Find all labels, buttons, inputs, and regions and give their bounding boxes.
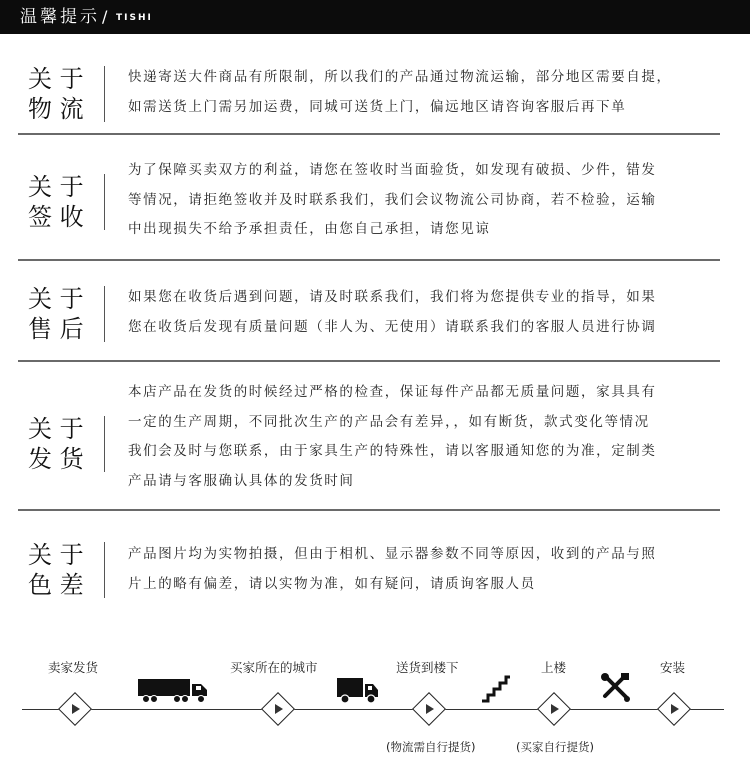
section-title-line1: 关 于 [28,173,84,201]
section-title-line1: 关 于 [28,415,84,443]
delivery-truck-icon [336,675,380,705]
section-title [28,540,88,600]
section-text [128,378,713,496]
section-bar [104,542,105,598]
section-title-line2: 色 差 [28,571,84,599]
text-line: 产品请与客服确认具体的发货时间 [128,472,355,489]
section-divider [18,133,720,135]
text-line: 您在收货后发现有质量问题（非人为、无使用）请联系我们的客服人员进行协调 [128,318,657,335]
section-divider [18,509,720,511]
stairs-icon [480,675,512,703]
text-line: 等情况，请拒绝签收并及时联系我们，我们会议物流公司协商，若不检验，运输 [128,191,657,208]
section-title [28,64,88,124]
section-title-line2: 发 货 [28,445,84,473]
section-divider [18,360,720,362]
section-title-line2: 物 流 [28,95,84,123]
section-divider [18,259,720,261]
text-line: 本店产品在发货的时候经过严格的检查，保证每件产品都无质量问题，家具具有 [128,384,657,400]
section-title-line1: 关 于 [28,541,84,569]
section-bar [104,286,105,342]
flow-step-label: 上楼 [541,660,567,675]
text-line: 片上的略有偏差，请以实物为准，如有疑问，请质询客服人员 [128,575,536,592]
text-line: 产品图片均为实物拍摄，但由于相机、显示器参数不同等原因，收到的产品与照 [128,546,657,562]
play-icon [426,704,434,714]
text-line: 我们会及时与您联系，由于家具生产的特殊性，请以客服通知您的为准，定制类 [128,443,657,459]
section-title-line2: 售 后 [28,315,84,343]
play-icon [72,704,80,714]
section-bar [104,416,105,472]
section-title [28,172,88,232]
flow-line [22,709,724,710]
text-line: 一定的生产周期，不同批次生产的产品会有差异，，如有断货，款式变化等情况 [128,413,650,430]
section-title-line1: 关 于 [28,65,84,93]
section-title-line2: 签 收 [28,203,84,231]
section-text [128,156,713,245]
text-line: 快递寄送大件商品有所限制，所以我们的产品通过物流运输，部分地区需要自提， [128,69,672,85]
text-line: 为了保障买卖双方的利益，请您在签收时当面验货，如发现有破损、少件，错发 [128,162,657,178]
header-subtitle: TISHI [116,13,153,23]
flow-step-label: 安装 [660,660,686,675]
header-title: 温馨提示 [20,7,100,27]
flow-step-label: 送货到楼下 [396,660,459,675]
text-line: 如果您在收货后遇到问题，请及时联系我们，我们将为您提供专业的指导，如果 [128,289,657,305]
section-text [128,63,713,122]
play-icon [551,704,559,714]
section-bar [104,174,105,230]
flow-step-label: 买家所在的城市 [230,660,318,675]
text-line: 如需送货上门需另加运费，同城可送货上门，偏远地区请咨询客服后再下单 [128,98,627,115]
text-line: 中出现损失不给予承担责任，由您自己承担，请您见谅 [128,221,491,237]
section-text [128,540,713,599]
section-bar [104,66,105,122]
header-slash: / [102,7,108,26]
flow-note: (物流需自行提货) [386,740,476,754]
tools-icon [599,672,631,704]
section-title-line1: 关 于 [28,285,84,313]
section-title [28,414,88,474]
header-bar [0,0,750,34]
play-icon [275,704,283,714]
section-title [28,284,88,344]
truck-trailer-icon [137,676,209,704]
flow-step-label: 卖家发货 [48,660,99,675]
play-icon [671,704,679,714]
section-text [128,283,713,342]
flow-note: (买家自行提货) [516,740,594,754]
